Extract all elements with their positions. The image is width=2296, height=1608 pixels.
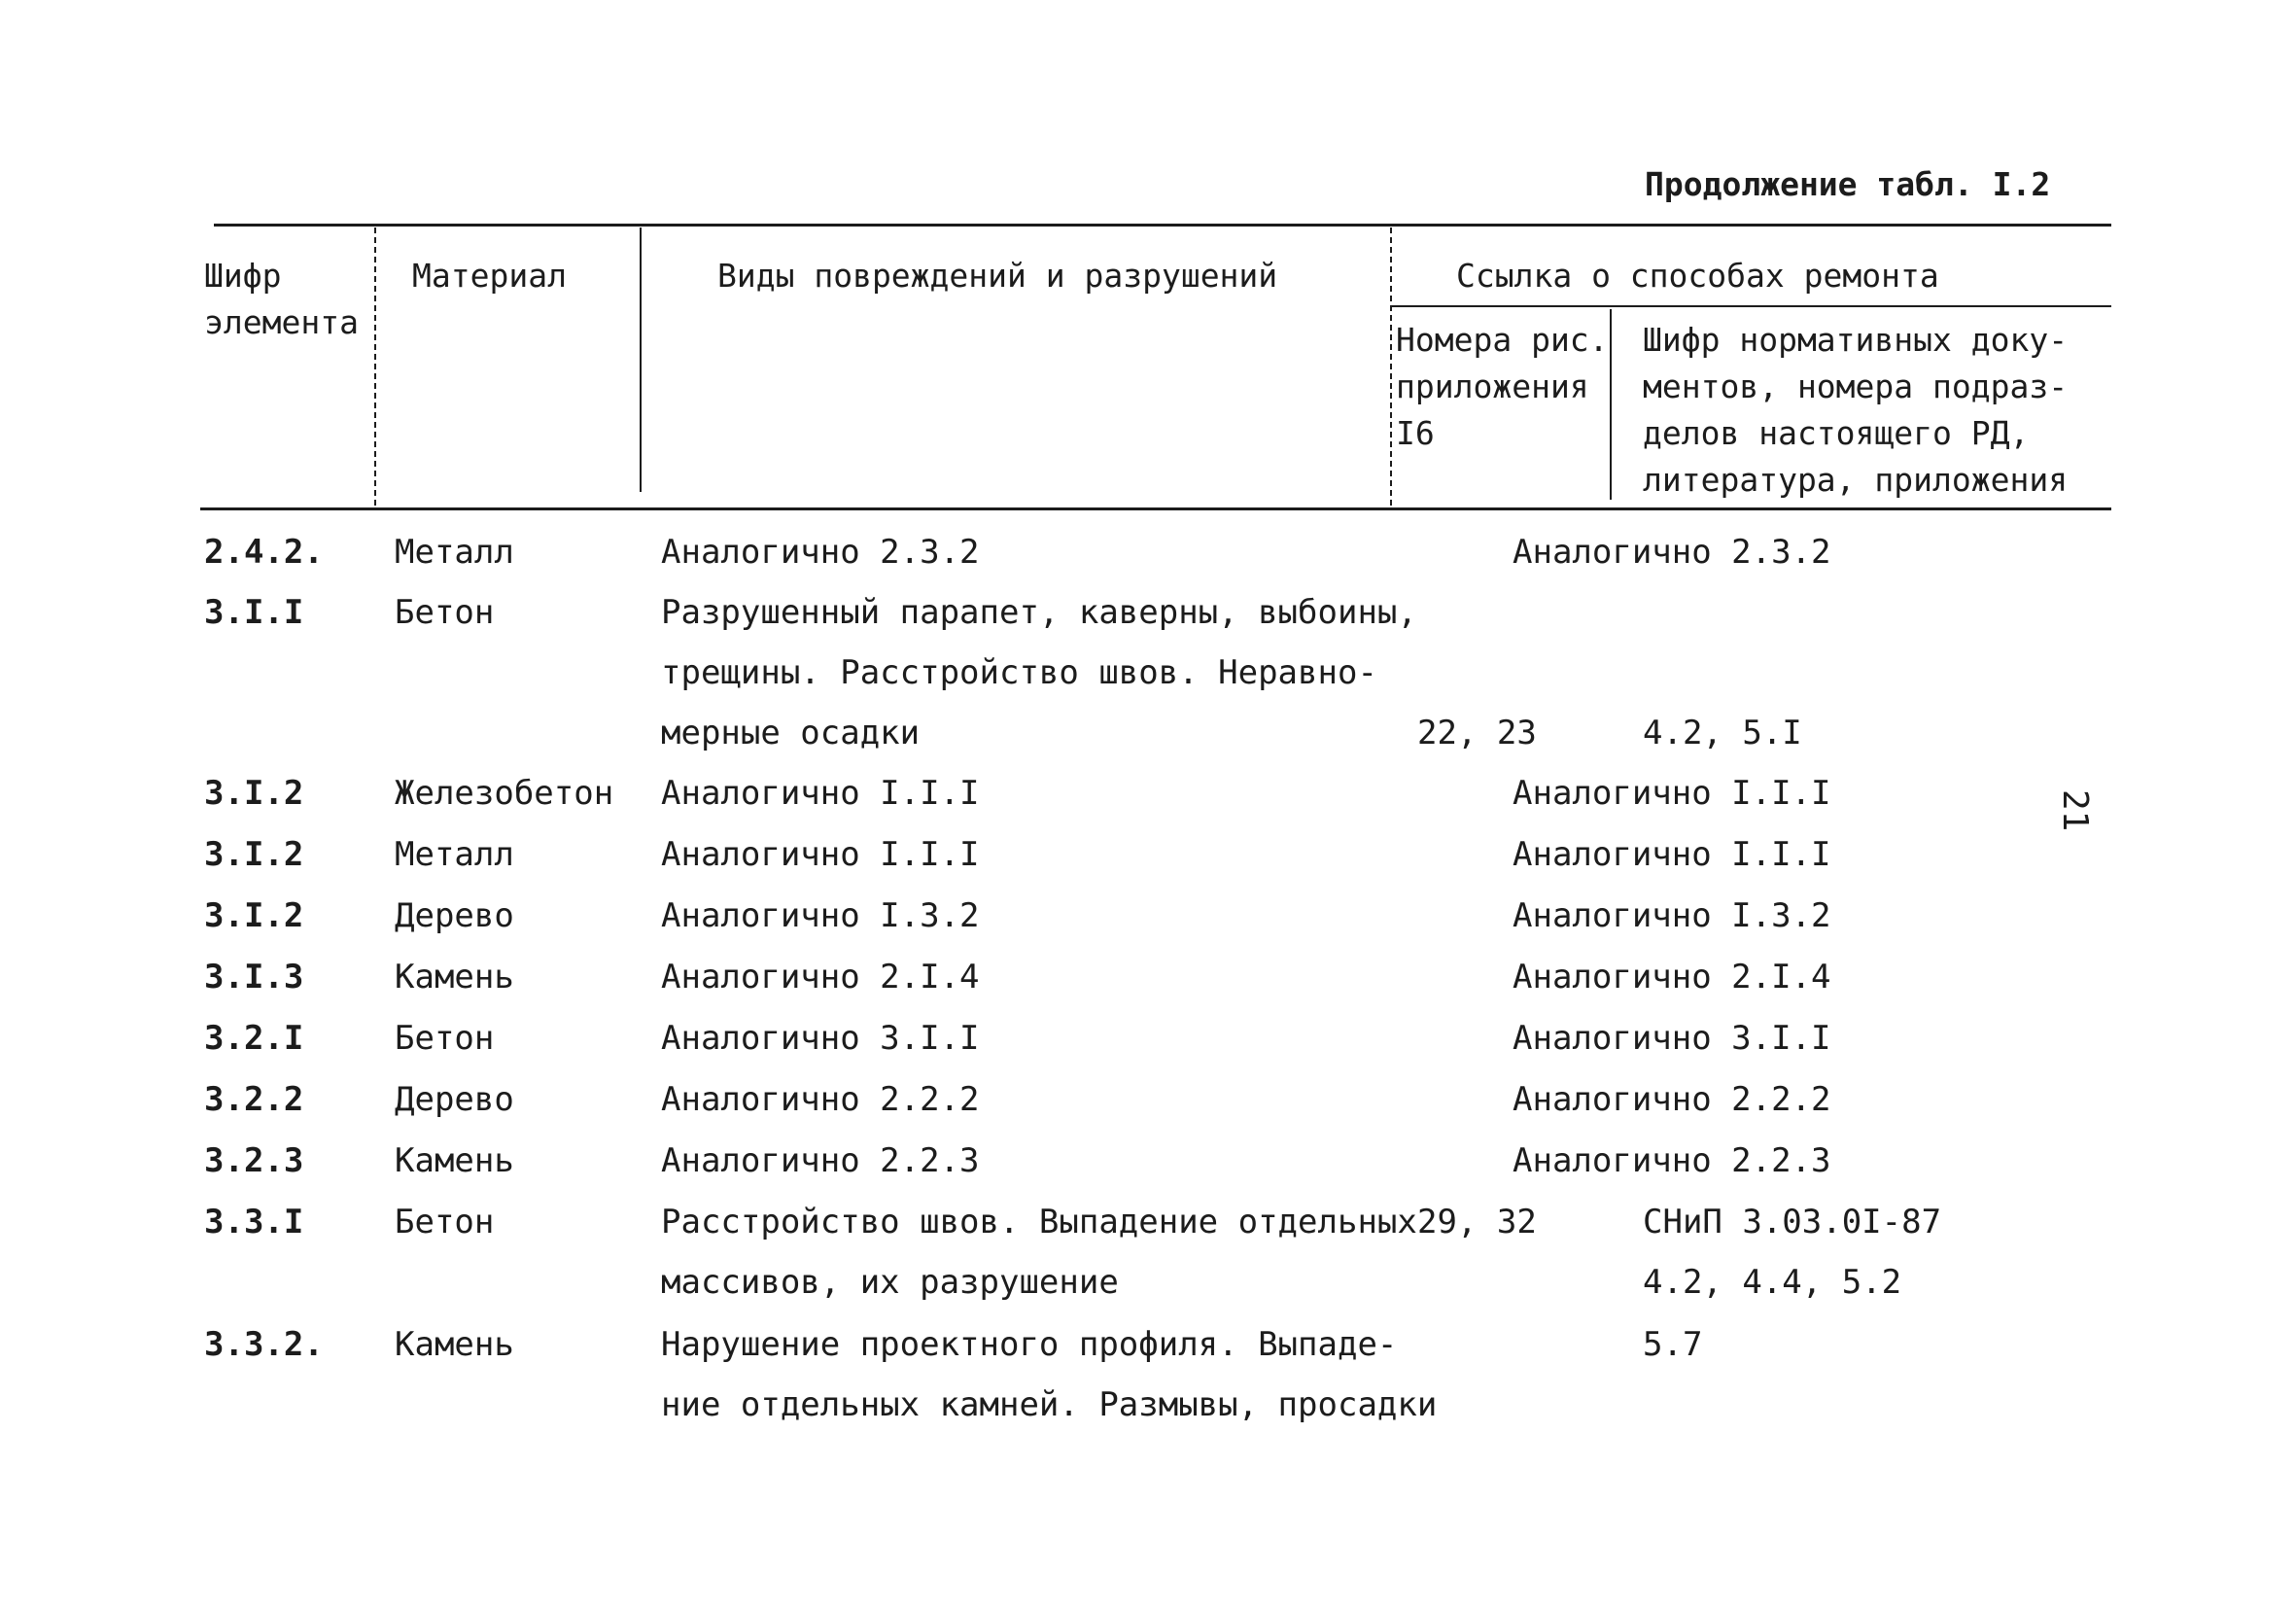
- row-code: 3.I.2: [204, 774, 304, 813]
- row-code: 3.3.I: [204, 1203, 304, 1241]
- row-damage: Аналогично 2.2.2: [661, 1080, 980, 1119]
- row-damage: Аналогично 2.3.2: [661, 533, 980, 572]
- row-material: Дерево: [395, 1080, 514, 1119]
- row-material: Дерево: [395, 896, 514, 935]
- row-docs: Аналогично I.I.I: [1513, 774, 1831, 813]
- row-material: Железобетон: [395, 774, 614, 813]
- row-code: 3.3.2.: [204, 1325, 324, 1364]
- row-figures: 22, 23: [1417, 714, 1537, 752]
- row-material: Бетон: [395, 1203, 495, 1241]
- row-damage: Расстройство швов. Выпадение отдельных массивов, их разрушение: [661, 1203, 1417, 1302]
- row-damage: Аналогично 2.2.3: [661, 1141, 980, 1180]
- row-material: Камень: [395, 958, 514, 996]
- row-docs: Аналогично I.3.2: [1513, 896, 1831, 935]
- row-docs: Аналогично 2.3.2: [1513, 533, 1831, 572]
- page-number: 21: [2055, 789, 2095, 832]
- row-docs: Аналогично 3.I.I: [1513, 1019, 1831, 1058]
- header-docs: Шифр нормативных доку- ментов, номера подраз- делов настоящего РД, литература, приложения: [1643, 321, 2069, 499]
- row-material: Бетон: [395, 1019, 495, 1058]
- row-material: Бетон: [395, 593, 495, 632]
- row-damage: Нарушение проектного профиля. Выпаде- ние отдельных камней. Размывы, просадки: [661, 1325, 1438, 1424]
- row-docs: Аналогично 2.I.4: [1513, 958, 1831, 996]
- row-docs: Аналогично 2.2.2: [1513, 1080, 1831, 1119]
- row-damage: Аналогично I.3.2: [661, 896, 980, 935]
- row-material: Камень: [395, 1325, 514, 1364]
- row-code: 3.I.3: [204, 958, 304, 996]
- column-divider-1: [374, 227, 376, 506]
- row-material: Металл: [395, 533, 514, 572]
- continuation-caption: Продолжение табл. I.2: [1645, 165, 2051, 203]
- row-damage: Аналогично 2.I.4: [661, 958, 980, 996]
- row-docs: СНиП 3.03.0I-87 4.2, 4.4, 5.2: [1643, 1203, 1942, 1302]
- row-material: Металл: [395, 835, 514, 874]
- column-divider-3: [1390, 227, 1392, 506]
- row-docs: 4.2, 5.I: [1643, 714, 1802, 752]
- row-code: 3.2.2: [204, 1080, 304, 1119]
- row-damage: Разрушенный парапет, каверны, выбоины, трещины. Расстройство швов. Неравно- мерные осадки: [661, 593, 1417, 752]
- column-divider-4: [1610, 309, 1612, 500]
- header-code: Шифр элемента: [204, 257, 359, 341]
- row-code: 3.I.2: [204, 835, 304, 874]
- row-damage: Аналогично I.I.I: [661, 835, 980, 874]
- row-docs: Аналогично I.I.I: [1513, 835, 1831, 874]
- row-code: 3.2.3: [204, 1141, 304, 1180]
- repair-header-rule: [1390, 305, 2111, 307]
- row-damage: Аналогично 3.I.I: [661, 1019, 980, 1058]
- table-top-rule: [214, 224, 2111, 227]
- column-divider-2: [640, 227, 642, 492]
- row-code: 2.4.2.: [204, 533, 324, 572]
- row-figures: 29, 32: [1417, 1203, 1537, 1241]
- header-damage: Виды повреждений и разрушений: [717, 257, 1278, 295]
- row-code: 3.I.I: [204, 593, 304, 632]
- header-repair: Ссылка о способах ремонта: [1456, 257, 1939, 295]
- row-docs: 5.7: [1643, 1325, 1703, 1364]
- row-damage: Аналогично I.I.I: [661, 774, 980, 813]
- row-code: 3.2.I: [204, 1019, 304, 1058]
- row-material: Камень: [395, 1141, 514, 1180]
- row-code: 3.I.2: [204, 896, 304, 935]
- header-bottom-rule: [200, 507, 2111, 510]
- header-figures: Номера рис. приложения I6: [1396, 321, 1609, 452]
- row-docs: Аналогично 2.2.3: [1513, 1141, 1831, 1180]
- header-material: Материал: [412, 257, 567, 295]
